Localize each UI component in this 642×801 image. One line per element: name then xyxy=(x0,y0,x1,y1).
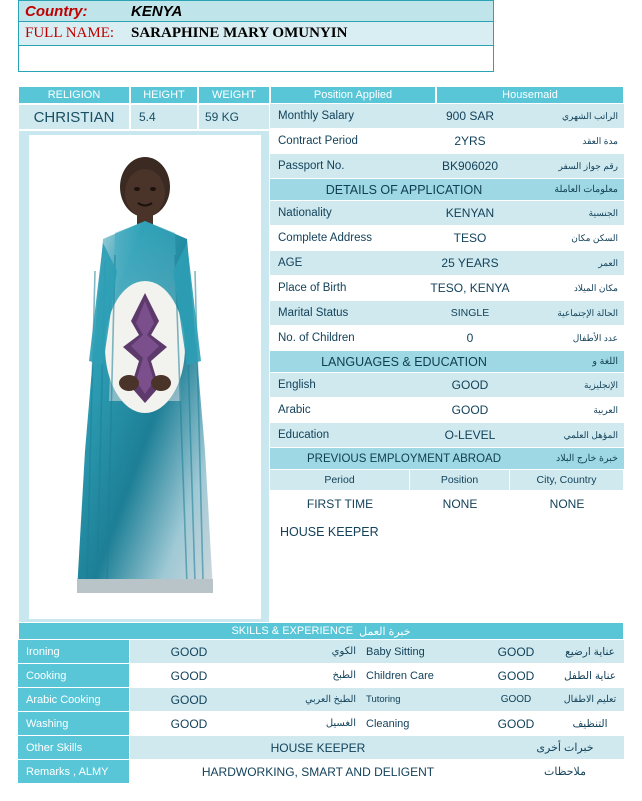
skill-arabic-2: تعليم الاطفال xyxy=(563,694,617,705)
skill-value: GOOD xyxy=(170,644,208,659)
language-label: English xyxy=(278,379,316,391)
left-column xyxy=(18,104,270,637)
skills-title: SKILLS & EXPERIENCE xyxy=(231,625,354,637)
application-arabic: السكن مكان xyxy=(571,232,618,243)
skill-row xyxy=(18,664,624,688)
employment-city: NONE xyxy=(549,497,585,511)
other-skills-label: Other Skills xyxy=(18,736,130,759)
education-row xyxy=(270,423,624,448)
skill-row xyxy=(18,688,624,712)
right-column xyxy=(270,104,624,637)
section-languages-education xyxy=(270,351,624,373)
education-label: Education xyxy=(278,429,330,441)
other-skills-row xyxy=(18,736,624,760)
detail-row xyxy=(270,129,624,154)
skill-value: GOOD xyxy=(170,668,208,683)
application-value: TESO xyxy=(453,231,487,245)
application-label: Nationality xyxy=(278,207,332,219)
application-value: 25 YEARS xyxy=(441,256,499,270)
header-block xyxy=(18,0,494,72)
application-arabic: عدد الأطفال xyxy=(572,332,618,343)
employment-row xyxy=(270,491,624,517)
application-row xyxy=(270,226,624,251)
profile-values-row xyxy=(18,104,270,130)
language-label: Arabic xyxy=(278,404,311,416)
employment-header-period: Period xyxy=(270,470,410,490)
application-row xyxy=(270,276,624,301)
country-row xyxy=(18,0,494,22)
detail-arabic: الراتب الشهري xyxy=(562,110,618,121)
skill-value-2: GOOD xyxy=(497,644,535,659)
remarks-row xyxy=(18,760,624,784)
application-value: 0 xyxy=(466,331,474,345)
section-details-of-application xyxy=(270,179,624,201)
skill-name: Cooking xyxy=(18,664,130,687)
employment-table-header xyxy=(270,470,624,491)
skill-value: GOOD xyxy=(170,716,208,731)
section-title-arabic: معلومات العاملة xyxy=(554,184,618,195)
section-title: PREVIOUS EMPLOYMENT ABROAD xyxy=(306,452,502,465)
detail-value: 900 SAR xyxy=(445,109,495,123)
detail-label: Monthly Salary xyxy=(278,110,355,122)
application-label: Marital Status xyxy=(278,307,349,319)
skill-arabic-2: التنظيف xyxy=(572,717,608,730)
skill-arabic: الكوي xyxy=(331,646,356,657)
application-row xyxy=(270,301,624,326)
language-arabic: العربية xyxy=(593,404,618,415)
education-arabic: المؤهل العلمي xyxy=(563,429,618,440)
religion-value: CHRISTIAN xyxy=(18,104,130,130)
detail-label: Passport No. xyxy=(278,160,345,172)
skill-name: Ironing xyxy=(18,640,130,663)
application-row xyxy=(270,251,624,276)
remarks-label: Remarks , ALMY xyxy=(18,760,130,783)
skills-block xyxy=(18,622,624,784)
blank-row xyxy=(18,46,494,72)
skill-arabic: الغسيل xyxy=(325,718,356,729)
application-value: SINGLE xyxy=(450,307,490,319)
application-arabic: مكان الميلاد xyxy=(573,282,618,293)
employment-header-position: Position xyxy=(410,470,510,490)
section-title-arabic: اللغة و xyxy=(592,356,618,367)
photo-panel xyxy=(18,130,270,628)
application-label: No. of Children xyxy=(278,332,355,344)
detail-arabic: رقم جواز السفر xyxy=(558,160,618,171)
header-position-applied: Position Applied xyxy=(270,86,436,104)
detail-row xyxy=(270,154,624,179)
application-arabic: العمر xyxy=(598,257,618,268)
application-label: Complete Address xyxy=(278,232,372,244)
language-arabic: الإنجليزية xyxy=(584,379,618,390)
fullname-row xyxy=(18,22,494,46)
skill-arabic: الطبخ العربي xyxy=(305,694,356,705)
detail-row xyxy=(270,104,624,129)
skill-name-2: Baby Sitting xyxy=(366,645,425,658)
section-title-arabic: خبرة خارج البلاد xyxy=(555,453,618,464)
language-row xyxy=(270,398,624,423)
header-weight: WEIGHT xyxy=(198,86,270,104)
application-arabic: الحالة الإجتماعية xyxy=(557,307,618,318)
employment-position: NONE xyxy=(442,497,478,511)
main-body xyxy=(18,104,624,637)
section-previous-employment xyxy=(270,448,624,470)
skill-name: Arabic Cooking xyxy=(18,688,130,711)
detail-value: 2YRS xyxy=(454,134,486,148)
employment-period: FIRST TIME xyxy=(306,497,374,511)
other-skills-arabic: خبرات أخرى xyxy=(536,742,594,754)
skill-value-2: GOOD xyxy=(497,668,535,683)
applicant-photo xyxy=(55,151,235,609)
fullname-value: SARAPHINE MARY OMUNYIN xyxy=(131,25,348,41)
application-value: TESO, KENYA xyxy=(430,281,510,295)
column-header-strip xyxy=(18,86,624,104)
application-row xyxy=(270,201,624,226)
skill-row xyxy=(18,712,624,736)
other-skills-value: HOUSE KEEPER xyxy=(270,740,366,755)
skill-arabic-2: عناية الطفل xyxy=(563,669,617,682)
remarks-value: HARDWORKING, SMART AND DELIGENT xyxy=(201,764,435,779)
skills-title-bar xyxy=(18,622,624,640)
country-label: Country: xyxy=(25,2,88,20)
skill-arabic-2: عناية ارضيع xyxy=(565,645,615,658)
application-row xyxy=(270,326,624,351)
language-value: GOOD xyxy=(451,403,489,417)
skill-name-2: Children Care xyxy=(366,669,434,682)
language-value: GOOD xyxy=(451,378,489,392)
detail-value: BK906020 xyxy=(441,159,499,173)
education-value: O-LEVEL xyxy=(444,428,496,442)
skill-value-2: GOOD xyxy=(500,694,532,705)
language-row xyxy=(270,373,624,398)
header-housemaid: Housemaid xyxy=(436,86,624,104)
skill-name-2: Tutoring xyxy=(366,694,401,705)
application-label: AGE xyxy=(278,257,303,269)
skill-row xyxy=(18,640,624,664)
section-title: DETAILS OF APPLICATION xyxy=(325,182,483,197)
header-height: HEIGHT xyxy=(130,86,198,104)
application-label: Place of Birth xyxy=(278,282,347,294)
header-religion: RELIGION xyxy=(18,86,130,104)
skill-value-2: GOOD xyxy=(497,716,535,731)
skill-value: GOOD xyxy=(170,692,208,707)
skill-name-2: Cleaning xyxy=(366,717,410,730)
country-value: KENYA xyxy=(131,2,183,20)
height-value: 5.4 xyxy=(130,104,198,130)
detail-label: Contract Period xyxy=(278,135,358,147)
application-value: KENYAN xyxy=(445,206,495,220)
application-arabic: الجنسية xyxy=(588,207,618,218)
employment-header-city: City, Country xyxy=(510,470,624,490)
fullname-label: FULL NAME: xyxy=(25,25,115,41)
skill-name: Washing xyxy=(18,712,130,735)
main-block xyxy=(18,86,624,637)
skill-arabic: الطبخ xyxy=(332,670,356,681)
detail-arabic: مدة العقد xyxy=(582,135,618,146)
skills-title-arabic: خبرة العمل xyxy=(359,625,411,638)
weight-value: 59 KG xyxy=(198,104,270,130)
section-title: LANGUAGES & EDUCATION xyxy=(321,354,487,369)
notes-area: HOUSE KEEPER xyxy=(270,517,624,637)
photo-background xyxy=(29,135,261,619)
remarks-arabic: ملاحظات xyxy=(544,766,586,778)
